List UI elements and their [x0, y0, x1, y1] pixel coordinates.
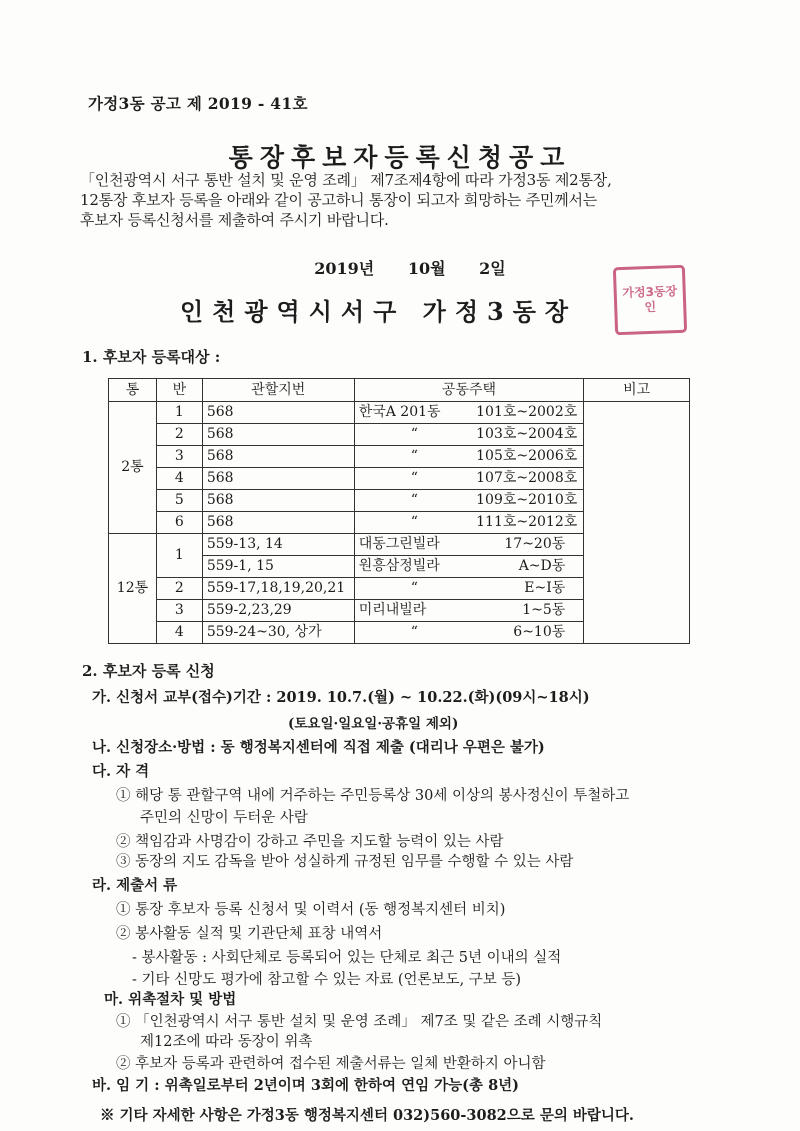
documents-heading: 라. 제출서 류 — [92, 877, 178, 894]
application-period-note: (토요일·일요일·공휴일 제외) — [288, 716, 459, 732]
qualification-item: 주민의 신망이 두터운 사람 — [140, 810, 308, 826]
apartment-range: 111호~2012호 — [476, 514, 578, 530]
jibun-cell: 568 — [202, 446, 354, 468]
ban-cell: 2 — [156, 424, 202, 446]
jibun-cell: 568 — [202, 402, 354, 424]
apartment-range: 17~20동 — [504, 536, 566, 552]
column-header: 관할지번 — [202, 379, 354, 402]
jibun-cell: 568 — [202, 424, 354, 446]
apartment-name: “ — [410, 448, 418, 464]
tong-cell: 12통 — [109, 534, 157, 644]
seal-text: 가정3동장인 — [622, 284, 678, 315]
notice-title: 통장후보자등록신청공고 — [228, 143, 572, 172]
ban-cell: 1 — [156, 402, 202, 424]
apartment-name: “ — [410, 492, 418, 508]
apartment-cell — [354, 600, 584, 622]
jibun-cell: 559-2,23,29 — [202, 600, 354, 622]
tong-cell: 2통 — [109, 402, 157, 534]
jibun-cell: 559-17,18,19,20,21 — [202, 578, 354, 600]
apartment-range: 1~5동 — [522, 602, 566, 618]
apartment-cell — [354, 556, 584, 578]
jibun-cell: 568 — [202, 468, 354, 490]
apartment-cell — [354, 424, 584, 446]
section1-heading: 1. 후보자 등록대상 : — [82, 348, 221, 366]
section2-heading: 2. 후보자 등록 신청 — [82, 662, 215, 680]
apartment-name: 대동그린빌라 — [358, 536, 440, 552]
table-row — [109, 402, 690, 424]
ban-cell: 6 — [156, 512, 202, 534]
qualification-heading: 다. 자 격 — [92, 763, 150, 780]
application-place-method: 나. 신청장소·방법 : 동 행정복지센터에 직접 제출 (대리나 우편은 불가) — [92, 739, 545, 756]
intro-line: 「인천광역시 서구 통반 설치 및 운영 조례」 제7조제4항에 따라 가정3동 제2통장, — [80, 171, 612, 189]
footer-contact: ※ 기타 자세한 사항은 가정3동 행정복지센터 032)560-3082으로 문의 바랍니다. — [100, 1107, 634, 1124]
intro-paragraph — [80, 170, 760, 230]
apartment-name: “ — [410, 514, 418, 530]
qualification-item: ① 해당 통 관할구역 내에 거주하는 주민등록상 30세 이상의 봉사정신이 투철하고 — [116, 788, 630, 804]
ban-cell: 4 — [156, 622, 202, 644]
apartment-name: “ — [410, 470, 418, 486]
official-seal-stamp — [613, 265, 687, 335]
apartment-cell — [354, 402, 584, 424]
column-header: 반 — [156, 379, 202, 402]
apartment-name: “ — [410, 624, 418, 640]
apartment-name: 미리내빌라 — [358, 602, 427, 618]
issuer-name: 인천광역시서구 가정3동장 — [180, 297, 578, 326]
column-header: 통 — [109, 379, 157, 402]
candidate-area-table — [108, 378, 690, 644]
column-header: 공동주택 — [354, 379, 584, 402]
term-of-office: 바. 임 기 : 위촉일로부터 2년이며 3회에 한하여 연임 가능(총 8년) — [92, 1077, 520, 1094]
apartment-cell — [354, 468, 584, 490]
jibun-cell: 559-24~30, 상가 — [202, 622, 354, 644]
ban-cell: 2 — [156, 578, 202, 600]
apartment-range: A~D동 — [518, 558, 566, 574]
ban-cell: 4 — [156, 468, 202, 490]
apartment-range: 107호~2008호 — [476, 470, 578, 486]
apartment-cell — [354, 622, 584, 644]
ban-cell: 1 — [156, 534, 202, 578]
jibun-cell: 559-13, 14 — [202, 534, 354, 556]
apartment-range: 109호~2010호 — [476, 492, 578, 508]
notice-date: 2019년 10월 2일 — [314, 259, 506, 278]
apartment-range: 105호~2006호 — [476, 448, 578, 464]
apartment-range: 6~10동 — [513, 624, 566, 640]
ban-cell: 3 — [156, 446, 202, 468]
documents-item: ① 통장 후보자 등록 신청서 및 이력서 (동 행정복지센터 비치) — [116, 902, 506, 918]
qualification-item: ③ 동장의 지도 감독을 받아 성실하게 규정된 임무를 수행할 수 있는 사람 — [116, 854, 574, 870]
apartment-cell — [354, 446, 584, 468]
remarks-cell — [584, 402, 690, 644]
appointment-item: ② 후보자 등록과 관련하여 접수된 제출서류는 일체 반환하지 아니함 — [116, 1056, 546, 1072]
apartment-cell — [354, 534, 584, 556]
table-header-row — [109, 379, 690, 402]
ban-cell: 3 — [156, 600, 202, 622]
qualification-item: ② 책임감과 사명감이 강하고 주민을 지도할 능력이 있는 사람 — [116, 834, 504, 850]
apartment-range: E~I동 — [524, 580, 566, 596]
appointment-heading: 마. 위촉절차 및 방법 — [104, 991, 237, 1008]
apartment-cell — [354, 578, 584, 600]
documents-item: - 봉사활동 : 사회단체로 등록되어 있는 단체로 최근 5년 이내의 실적 — [132, 950, 562, 966]
apartment-range: 101호~2002호 — [476, 404, 578, 420]
appointment-item: 제12조에 따라 동장이 위촉 — [140, 1034, 313, 1050]
jibun-cell: 568 — [202, 512, 354, 534]
apartment-cell — [354, 512, 584, 534]
apartment-name: “ — [410, 426, 418, 442]
jibun-cell: 568 — [202, 490, 354, 512]
apartment-cell — [354, 490, 584, 512]
ban-cell: 5 — [156, 490, 202, 512]
notice-number: 가정3동 공고 제 2019 - 41호 — [88, 94, 308, 113]
apartment-name: 한국A 201동 — [358, 404, 441, 420]
apartment-name: “ — [410, 580, 418, 596]
documents-item: ② 봉사활동 실적 및 기관단체 표창 내역서 — [116, 926, 383, 942]
intro-line: 후보자 등록신청서를 제출하여 주시기 바랍니다. — [80, 211, 389, 229]
appointment-item: ① 「인천광역시 서구 통반 설치 및 운영 조례」 제7조 및 같은 조례 시행규칙 — [116, 1014, 603, 1030]
documents-item: - 기타 신망도 평가에 참고할 수 있는 자료 (언론보도, 구보 등) — [132, 972, 522, 988]
application-period: 가. 신청서 교부(접수)기간 : 2019. 10.7.(월) ~ 10.22.(화)(09시~18시) — [92, 689, 590, 706]
apartment-range: 103호~2004호 — [476, 426, 578, 442]
column-header: 비고 — [584, 379, 690, 402]
apartment-name: 원흥삼정빌라 — [358, 558, 440, 574]
intro-line: 12통장 후보자 등록을 아래와 같이 공고하니 통장이 되고자 희망하는 주민께서는 — [80, 191, 598, 209]
jibun-cell: 559-1, 15 — [202, 556, 354, 578]
